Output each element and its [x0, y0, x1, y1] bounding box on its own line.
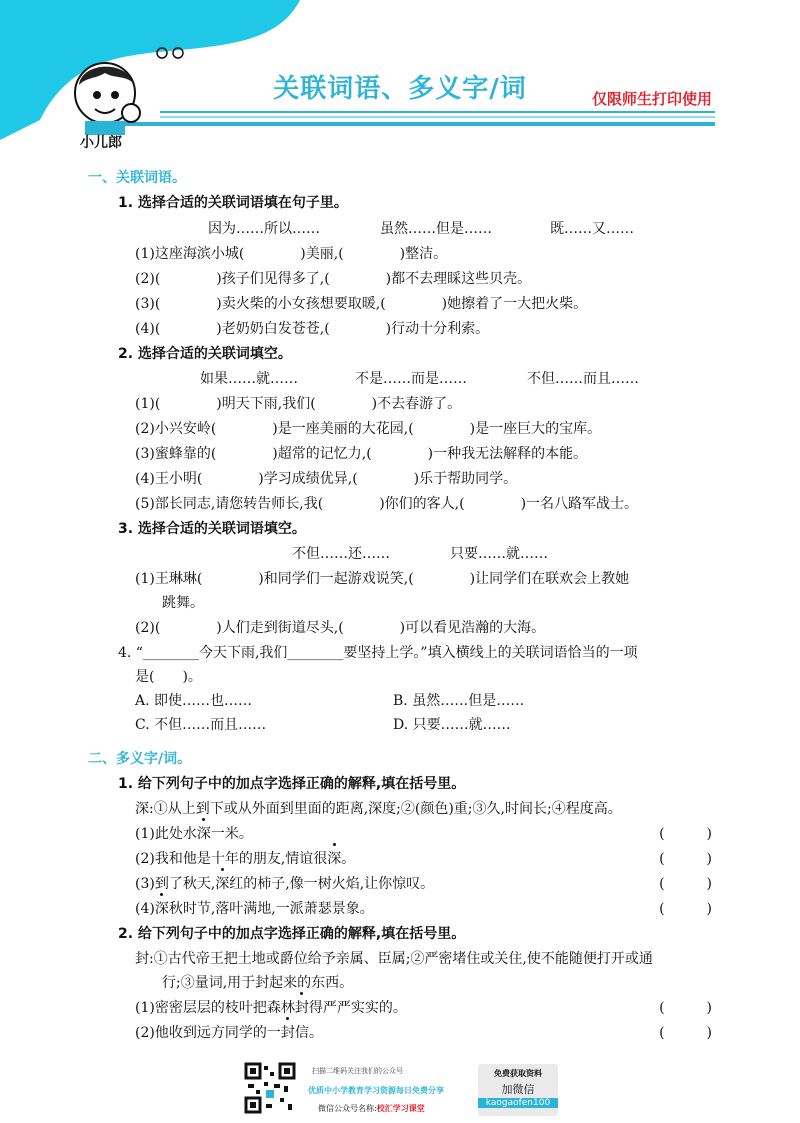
s1-q1-option-3: 既……又……	[550, 221, 634, 237]
s1-q1-item-1: (1)这座海滨小城( )美丽,( )整洁。	[135, 246, 448, 262]
s1-q1-item-4: (4)( )老奶奶白发苍苍,( )行动十分利索。	[135, 321, 490, 337]
badge-mid-text: 加微信	[501, 1083, 535, 1096]
s1-q2-option-2: 不是……而是……	[355, 371, 467, 387]
s1-q4-choice-b: B. 虽然……但是……	[393, 693, 525, 709]
footer-account: 微信公众号名称:校汇学习课堂	[318, 1104, 425, 1113]
s1-q4-prompt-cont: 是( )。	[135, 669, 202, 685]
page-title: 关联词语、多义字/词	[273, 74, 527, 104]
s1-q3-item-1: (1)王琳琳( )和同学们一起游戏说笑,( )让同学们在联欢会上教她	[135, 571, 630, 587]
s1-q3-item-2: (2)( )人们走到街道尽头,( )可以看见浩瀚的大海。	[135, 620, 546, 636]
s1-q4-choice-a: A. 即使……也……	[135, 693, 253, 709]
s2-q2-definition: 封:①古代帝王把土地或爵位给予亲属、臣属;②严密堵住或关住,使不能随便打开或通	[135, 951, 653, 967]
s1-q2-item-1: (1)( )明天下雨,我们( )不去春游了。	[135, 396, 462, 412]
s1-q1-option-1: 因为……所以……	[208, 221, 320, 237]
answer-paren: ( )	[659, 826, 712, 842]
answer-paren: ( )	[659, 876, 712, 892]
brand-label: 小儿郎	[80, 135, 122, 151]
footer-scan-text: 扫描二维码关注我们的公众号	[312, 1067, 403, 1075]
s1-q1-item-2: (2)( )孩子们见得多了,( )都不去理睬这些贝壳。	[135, 271, 532, 287]
s1-q2-item-3: (3)蜜蜂靠的( )超常的记忆力,( )一种我无法解释的本能。	[135, 446, 588, 462]
s1-q2-option-3: 不但……而且……	[527, 371, 639, 387]
wechat-badge[interactable]	[478, 1064, 558, 1116]
s1-q2-item-2: (2)小兴安岭( )是一座美丽的大花园,( )是一座巨大的宝库。	[135, 421, 602, 437]
s1-q2-option-1: 如果……就……	[200, 371, 298, 387]
answer-paren: ( )	[659, 1000, 712, 1016]
s1-q1-prompt: 1. 选择合适的关联词语填在句子里。	[118, 195, 348, 211]
s1-q1-option-2: 虽然……但是……	[380, 221, 492, 237]
s2-q2-item-1: (1)密密层层的枝叶把森林封得严严实实的。	[135, 997, 407, 1017]
s1-q4-choice-c: C. 不但……而且……	[135, 717, 267, 733]
dotted-char: 封	[295, 997, 309, 1017]
answer-paren: ( )	[659, 851, 712, 867]
s2-q1-item-1: (1)此处水深一米。	[135, 823, 253, 843]
s2-q2-definition-cont: 行;③量词,用于封起来的东西。	[162, 975, 354, 991]
s1-q2-prompt: 2. 选择合适的关联词填空。	[118, 346, 292, 362]
s1-q3-prompt: 3. 选择合适的关联词语填空。	[118, 521, 306, 537]
s1-q2-item-5: (5)部长同志,请您转告师长,我( )你们的客人,( )一名八路军战士。	[135, 496, 639, 512]
section2-title: 二、多义字/词。	[88, 751, 192, 767]
s2-q2-prompt: 2. 给下列句子中的加点字选择正确的解释,填在括号里。	[118, 926, 466, 942]
dotted-char: 深	[327, 848, 341, 868]
answer-paren: ( )	[659, 1025, 712, 1041]
s1-q4-prompt: 4. “________今天下雨,我们________要坚持上学。”填入横线上的关联词语恰当的一项	[118, 645, 638, 661]
s2-q1-item-3: (3)到了秋天,深红的柿子,像一树火焰,让你惊叹。	[135, 873, 434, 893]
badge-top-text: 免费获取资料	[494, 1069, 542, 1078]
dotted-char: 封	[281, 1022, 295, 1042]
dotted-char: 深	[155, 898, 169, 918]
section1-title: 一、关联词语。	[88, 170, 186, 186]
s1-q4-choice-d: D. 只要……就……	[393, 717, 511, 733]
s2-q1-item-2: (2)我和他是十年的朋友,情谊很深。	[135, 848, 355, 868]
s1-q2-item-4: (4)王小明( )学习成绩优异,( )乐于帮助同学。	[135, 471, 518, 487]
s1-q3-item-1-cont: 跳舞。	[162, 595, 204, 611]
dotted-char: 深	[197, 823, 211, 843]
s2-q1-item-4: (4)深秋时节,落叶满地,一派萧瑟景象。	[135, 898, 374, 918]
print-notice: 仅限师生打印使用	[591, 90, 712, 108]
s2-q1-definition: 深:①从上到下或从外面到里面的距离,深度;②(颜色)重;③久,时间长;④程度高。	[135, 801, 622, 817]
s2-q1-prompt: 1. 给下列句子中的加点字选择正确的解释,填在括号里。	[118, 776, 466, 792]
s1-q1-item-3: (3)( )卖火柴的小女孩想要取暖,( )她擦着了一大把火柴。	[135, 296, 588, 312]
s2-q2-item-2: (2)他收到远方同学的一封信。	[135, 1022, 323, 1042]
qr-code-icon[interactable]	[244, 1062, 296, 1114]
badge-id-text: kaogaofen100	[478, 1098, 558, 1108]
dotted-char: 深	[215, 873, 229, 893]
footer-slogan: 优质中小学教育学习资源每日免费分享	[308, 1086, 444, 1095]
answer-paren: ( )	[659, 901, 712, 917]
s1-q3-option-2: 只要……就……	[450, 546, 548, 562]
s1-q3-option-1: 不但……还……	[292, 546, 390, 562]
